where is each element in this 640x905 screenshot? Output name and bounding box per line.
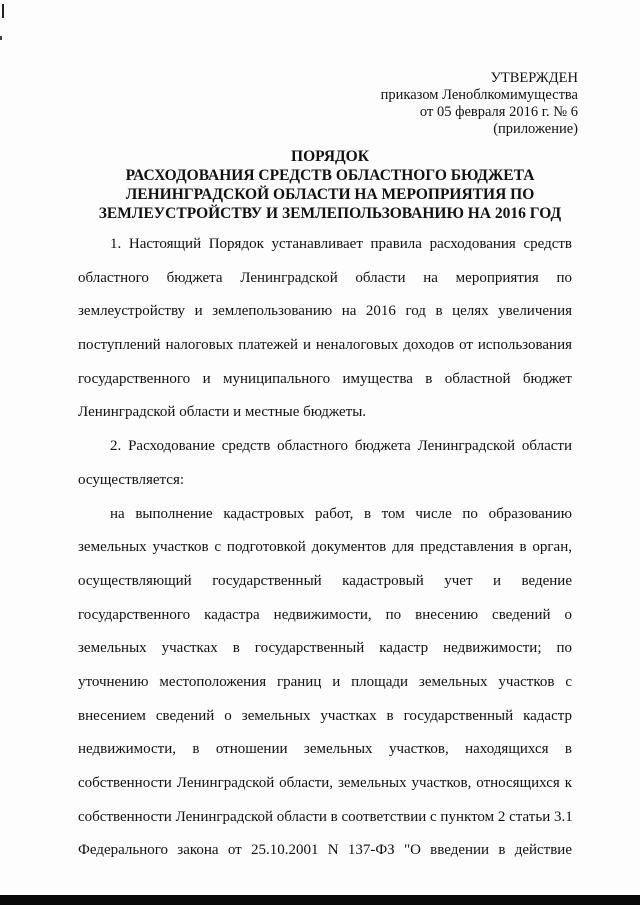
- body-line: осуществляющий государственный кадастровый учет и ведение: [78, 572, 572, 589]
- body-line: землеустройству и землепользованию на 2016 год в целях увеличения: [78, 303, 572, 320]
- title-line: ЗЕМЛЕУСТРОЙСТВУ И ЗЕМЛЕПОЛЬЗОВАНИЮ НА 2016 ГОД: [98, 205, 562, 222]
- body-line: уточнению местоположения границ и площади земельных участков с: [78, 673, 572, 690]
- document-body: [78, 235, 572, 875]
- scan-bottom-edge: [0, 895, 640, 905]
- body-line: государственного кадастра недвижимости, по внесению сведений о: [78, 606, 572, 623]
- body-line: земельных участков с подготовкой документов для представления в орган,: [78, 539, 572, 556]
- body-line: собственности Ленинградской области в соответствии с пунктом 2 статьи 3.1: [78, 808, 573, 825]
- approval-order: приказом Леноблкомимущества: [380, 87, 578, 103]
- title-line: РАСХОДОВАНИЯ СРЕДСТВ ОБЛАСТНОГО БЮДЖЕТА: [125, 167, 535, 184]
- body-line: Федерального закона от 25.10.2001 N 137-ФЗ "О введении в действие: [78, 842, 572, 859]
- title-line: ЛЕНИНГРАДСКОЙ ОБЛАСТИ НА МЕРОПРИЯТИЯ ПО: [125, 186, 535, 203]
- approval-annex: (приложение): [493, 121, 578, 137]
- body-line: собственности Ленинградской области, земельных участков, относящихся к: [78, 775, 572, 791]
- body-line: земельных участках в государственный кадастр недвижимости; по: [78, 640, 572, 657]
- body-line: внесением сведений о земельных участках в государственный кадастр: [78, 707, 572, 724]
- body-line: осуществляется:: [78, 471, 185, 488]
- body-line: государственного и муниципального имущества в областной бюджет: [78, 370, 572, 387]
- document-title: [70, 147, 590, 223]
- body-line: на выполнение кадастровых работ, в том числе по образованию: [110, 505, 572, 522]
- approval-heading: УТВЕРЖДЕН: [490, 70, 578, 86]
- body-line: областного бюджета Ленинградской области на мероприятия по: [78, 269, 572, 286]
- scan-edge-mark: [2, 4, 4, 18]
- body-line: 1. Настоящий Порядок устанавливает правила расходования средств: [110, 236, 572, 252]
- body-line: 2. Расходование средств областного бюджета Ленинградской области: [110, 438, 572, 455]
- body-line: поступлений налоговых платежей и неналоговых доходов от использования: [78, 337, 572, 354]
- scan-edge-mark: [0, 36, 2, 40]
- approval-block: [381, 70, 578, 138]
- approval-date: от 05 февраля 2016 г. № 6: [419, 104, 578, 120]
- body-line: недвижимости, в отношении земельных участков, находящихся в: [78, 741, 572, 758]
- title-line: ПОРЯДОК: [291, 148, 369, 165]
- body-line: Ленинградской области и местные бюджеты.: [78, 404, 367, 421]
